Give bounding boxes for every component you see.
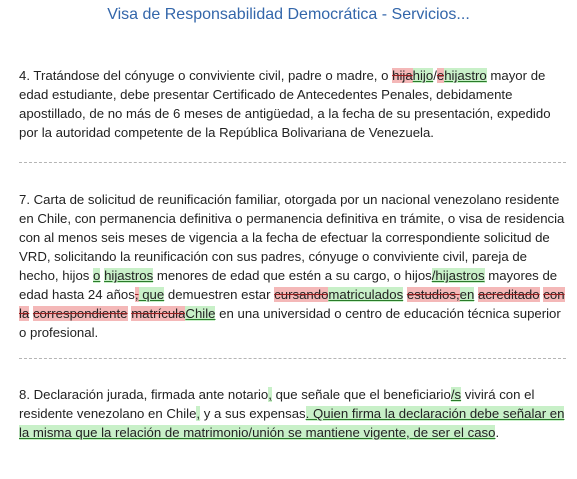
inserted-text: hijastro [444, 68, 487, 83]
inserted-text: . Quien firma la declaración debe señalar en la misma que la relación de matrimonio/unión se mantiene vigente, de ser el caso [19, 406, 565, 440]
deleted-text: estudios, [406, 287, 460, 302]
inserted-text: , [268, 387, 272, 402]
paragraph-item-4 [19, 66, 566, 142]
unchanged-text: 4. Tratándose del cónyuge o conviviente civil, padre o madre, o [19, 68, 393, 83]
unchanged-text: 8. Declaración jurada, firmada ante notario [19, 387, 269, 402]
inserted-text: /hijastros [431, 268, 485, 283]
unchanged-text: en una universidad o centro de educación técnica superior o profesional. [19, 306, 561, 340]
deleted-text: con [543, 287, 565, 302]
unchanged-text: que señale que el beneficiario [271, 387, 451, 402]
deleted-text: cursando [274, 287, 329, 302]
dashed-divider [19, 162, 566, 163]
unchanged-text: / [433, 68, 437, 83]
unchanged-text: mayores de edad hasta 24 años [19, 268, 558, 302]
unchanged-text: y a sus expensas [200, 406, 306, 421]
inserted-text: hijo [412, 68, 434, 83]
unchanged-text: 7. Carta de solicitud de reunificación familiar, otorgada por un nacional venezolano residente en Chile, con permanencia definitiva o permanencia definitiva en trámite, o visa de residencia con al menos seis meses de vigencia a la fecha de efectuar la correspondiente solicitud de VRD, solicitando la reunificación con sus padres, cónyuge o conviviente civil, pareja de hecho, hijos [19, 192, 565, 283]
inserted-text: hijastros [104, 268, 154, 283]
deleted-text: hija [392, 68, 413, 83]
unchanged-text: . [495, 425, 500, 440]
inserted-text: matriculados [328, 287, 404, 302]
inserted-text: , [196, 406, 201, 421]
deleted-text: acreditado [478, 287, 540, 302]
paragraph-item-8 [19, 385, 566, 442]
inserted-text: Chile [185, 306, 216, 321]
unchanged-text: menores de edad que estén a su cargo, o hijos [153, 268, 432, 283]
paragraph-item-7 [19, 190, 566, 342]
inserted-text: que [138, 287, 165, 302]
inserted-text: o [93, 268, 101, 283]
page-title: Visa de Responsabilidad Democrática - Servicios... [107, 6, 470, 23]
inserted-text: /s [450, 387, 462, 402]
unchanged-text: mayor de edad estudiante, debe presentar Certificado de Antecedentes Penales, debidamente apostillado, de no más de 6 meses de antigüedad, a la fecha de su presentación, expedido por la autoridad competente de la República Bolivariana de Venezuela. [19, 68, 551, 140]
deleted-text: e [436, 68, 445, 83]
deleted-text: correspondiente [32, 306, 128, 321]
inserted-text: en [459, 287, 475, 302]
deleted-text: matrícula [131, 306, 186, 321]
unchanged-text: vivirá con el residente venezolano en Chile [19, 387, 535, 421]
deleted-text: la [19, 306, 30, 321]
dashed-divider [19, 358, 566, 359]
unchanged-text: demuestren estar [164, 287, 275, 302]
deleted-text: , [134, 287, 139, 302]
